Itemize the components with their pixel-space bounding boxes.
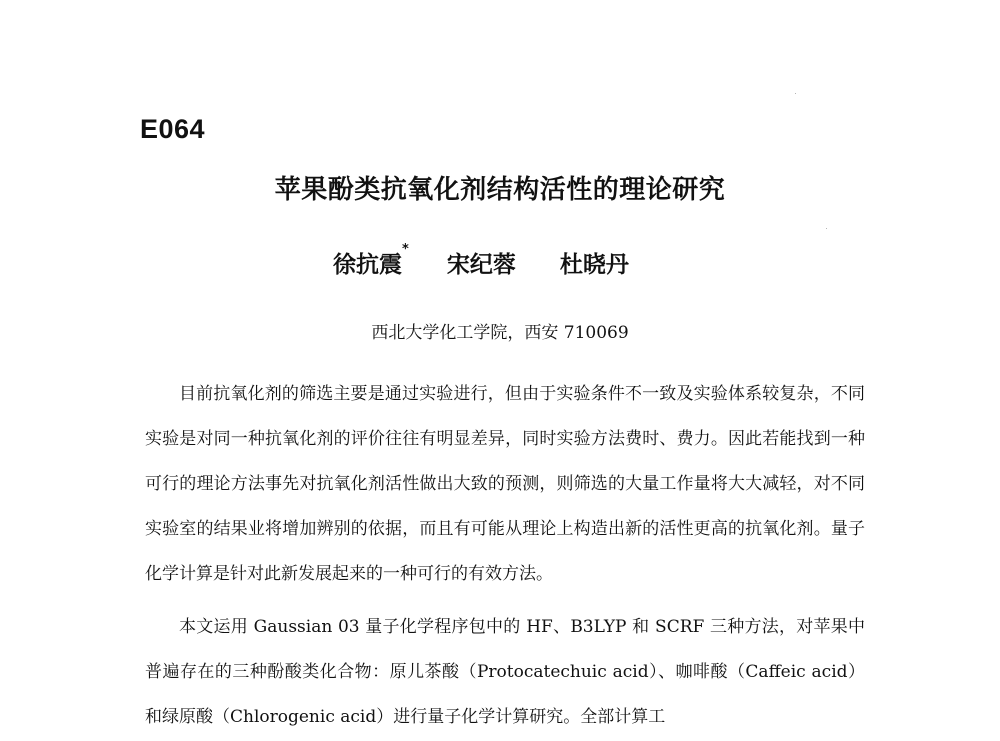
author <box>333 242 409 279</box>
author <box>447 246 516 279</box>
author-name: 徐抗震 <box>333 252 402 278</box>
author-name: 宋纪蓉 <box>446 252 516 278</box>
author-affiliation: 西北大学化工学院，西安 710069 <box>371 323 629 343</box>
scan-speck <box>795 93 796 94</box>
body-paragraph: 本文运用 Gaussian 03 量子化学程序包中的 HF、B3LYP 和 SCRF 三种方法，对苹果中普遍存在的三种酚酸类化合物：原儿茶酸（Protocatechuic acid）、咖啡酸（Caffeic acid）和绿原酸（Chlorogenic acid）进行量子化学计算研究。全部计算工 <box>145 617 865 727</box>
body-text <box>145 372 865 740</box>
author-name: 杜晓丹 <box>559 252 629 278</box>
abstract-code: E064 <box>140 114 206 144</box>
scan-speck <box>826 228 827 229</box>
paper-title: 苹果酚类抗氧化剂结构活性的理论研究 <box>274 175 726 205</box>
body-paragraph: 目前抗氧化剂的筛选主要是通过实验进行，但由于实验条件不一致及实验体系较复杂，不同实验是对同一种抗氧化剂的评价往往有明显差异，同时实验方法费时、费力。因此若能找到一种可行的理论方法事先对抗氧化剂活性做出大致的预测，则筛选的大量工作量将大大减轻，对不同实验室的结果业将增加辨别的依据，而且有可能从理论上构造出新的活性更高的抗氧化剂。量子化学计算是针对此新发展起来的一种可行的有效方法。 <box>145 384 865 584</box>
author <box>560 246 629 279</box>
author-list <box>333 242 629 279</box>
corresponding-author-mark: * <box>402 242 409 257</box>
